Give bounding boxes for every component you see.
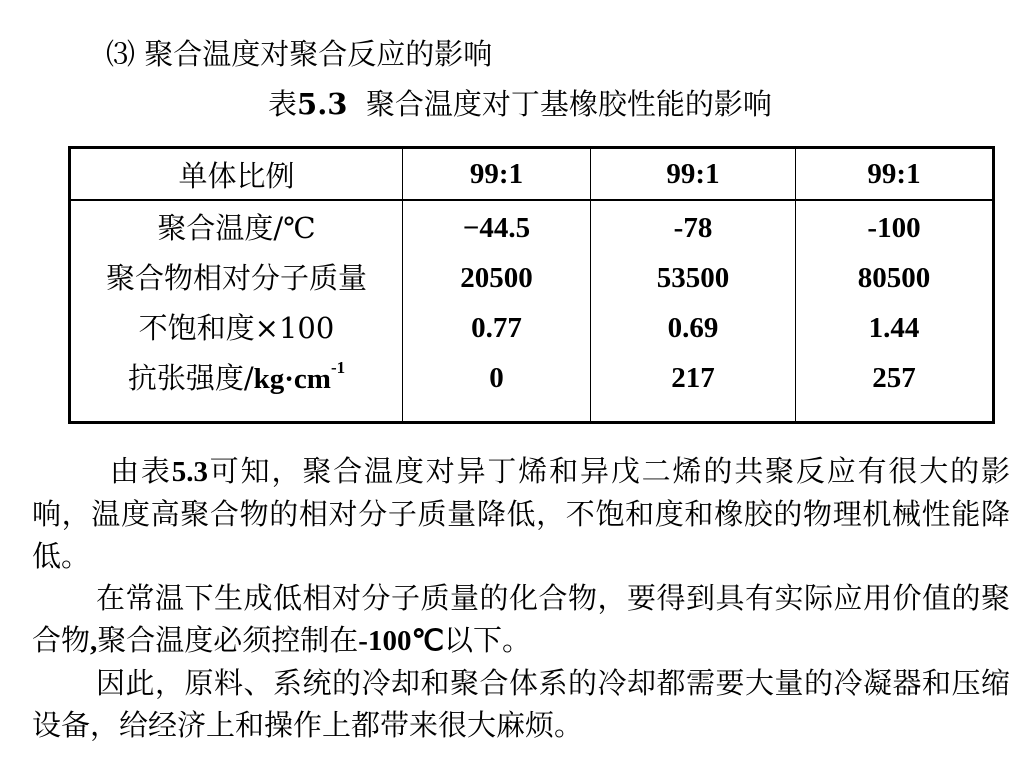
cell-unsaturation: 0.77 xyxy=(471,312,522,344)
data-column-1 xyxy=(403,200,591,423)
paragraph-1: 由表5.3可知，聚合温度对异丁烯和异戊二烯的共聚反应有很大的影响，温度高聚合物的相对分子质量降低，不饱和度和橡胶的物理机械性能降低。 xyxy=(32,454,1010,573)
cell-tensile-strength: 0 xyxy=(489,362,504,394)
table-body-row xyxy=(70,200,994,423)
row-label-unsaturation: 不饱和度×100 xyxy=(138,311,335,345)
table-caption xyxy=(268,84,772,124)
paragraph-2: 在常温下生成低相对分子质量的化合物，要得到具有实际应用价值的聚合物,聚合温度必须控制在-100℃以下。 xyxy=(32,581,1010,657)
cell-unsaturation: 0.69 xyxy=(667,312,719,344)
cell-unsaturation: 1.44 xyxy=(868,312,920,344)
cell-temperature: −44.5 xyxy=(462,212,531,244)
cell-molecular-weight: 80500 xyxy=(857,262,931,294)
header-monomer-ratio: 单体比例 xyxy=(70,148,403,201)
table-caption-title: 聚合温度对丁基橡胶性能的影响 xyxy=(365,87,772,121)
body-text xyxy=(32,450,1010,746)
header-ratio-3: 99:1 xyxy=(796,148,994,201)
row-label-temperature: 聚合温度/℃ xyxy=(157,211,316,245)
data-table xyxy=(68,146,995,424)
row-labels-cell xyxy=(70,200,403,423)
cell-molecular-weight: 53500 xyxy=(656,262,730,294)
paragraph-3: 因此，原料、系统的冷却和聚合体系的冷却都需要大量的冷凝器和压缩设备，给经济上和操作上都带来很大麻烦。 xyxy=(32,666,1010,742)
data-column-3 xyxy=(796,200,994,423)
section-heading: ⑶ 聚合温度对聚合反应的影响 xyxy=(106,37,493,71)
header-ratio-1: 99:1 xyxy=(403,148,591,201)
header-ratio-2: 99:1 xyxy=(591,148,796,201)
cell-tensile-strength: 257 xyxy=(872,362,916,394)
data-column-2 xyxy=(591,200,796,423)
row-label-molecular-weight: 聚合物相对分子质量 xyxy=(105,261,367,295)
cell-tensile-strength: 217 xyxy=(671,362,715,394)
table-caption-prefix: 表 xyxy=(268,87,298,121)
cell-temperature: -100 xyxy=(867,212,921,244)
cell-molecular-weight: 20500 xyxy=(460,262,533,294)
table-caption-number: 5.3 xyxy=(297,87,348,121)
table-header-row xyxy=(70,148,994,201)
cell-temperature: -78 xyxy=(673,212,713,244)
row-label-tensile-strength: 抗张强度$/kg\cdot cm^{-1}$ xyxy=(127,358,346,395)
